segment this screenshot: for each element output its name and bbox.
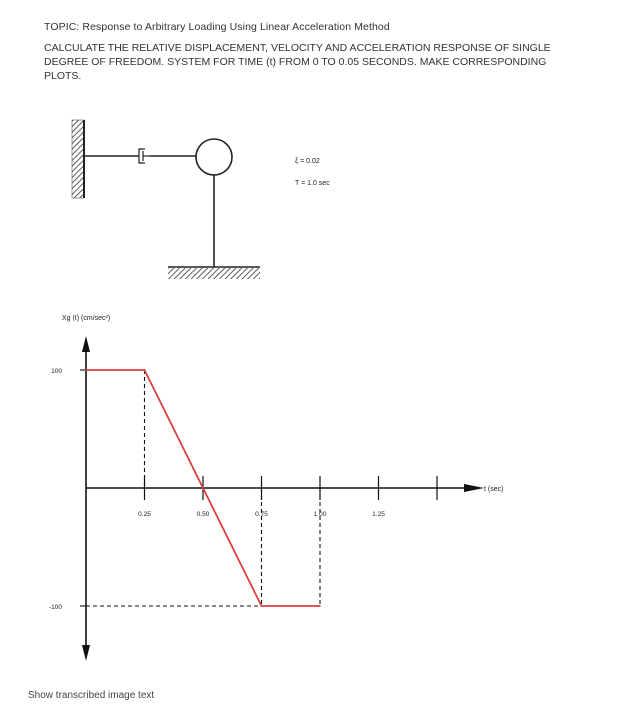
y-tick-label: -100 — [48, 604, 62, 611]
damping-ratio-label: ξ = 0.02 — [295, 158, 320, 165]
y-tick-label: 100 — [51, 368, 62, 375]
y-axis-arrow-up — [82, 336, 90, 352]
data-point — [85, 369, 87, 371]
y-axis-label: Xg (t) (cm/sec²) — [62, 315, 111, 322]
show-transcribed-text-link[interactable]: Show transcribed image text — [28, 690, 155, 701]
sdof-system-diagram — [72, 120, 260, 279]
x-axis-arrow — [464, 484, 484, 492]
x-tick-label: 0.50 — [196, 511, 210, 518]
x-axis-label: t (sec) — [484, 486, 504, 493]
x-tick-label: 0.25 — [138, 511, 151, 518]
lumped-mass — [196, 139, 232, 175]
x-tick-label: 1.25 — [372, 511, 385, 518]
data-point — [202, 487, 204, 489]
x-tick-label: 0.75 — [255, 511, 268, 518]
wall-support — [72, 120, 84, 198]
ground-support — [168, 268, 260, 279]
x-tick-label: 1.00 — [313, 511, 327, 518]
topic-heading: TOPIC: Response to Arbitrary Loading Using Linear Acceleration Method — [44, 21, 390, 33]
problem-statement: CALCULATE THE RELATIVE DISPLACEMENT, VELOCITY AND ACCELERATION RESPONSE OF SINGLE DEGREE OF FREEDOM. SYSTEM FOR TIME (t) FROM 0 TO 0.05 SECONDS. MAKE CORRESPONDING PLOTS. — [44, 42, 551, 82]
period-label: T = 1.0 sec — [295, 180, 330, 187]
y-axis-arrow-down — [82, 645, 90, 661]
data-point — [319, 605, 321, 607]
damper-icon — [139, 149, 150, 163]
data-point — [144, 369, 146, 371]
data-point — [261, 605, 263, 607]
ground-acceleration-chart — [49, 315, 503, 661]
